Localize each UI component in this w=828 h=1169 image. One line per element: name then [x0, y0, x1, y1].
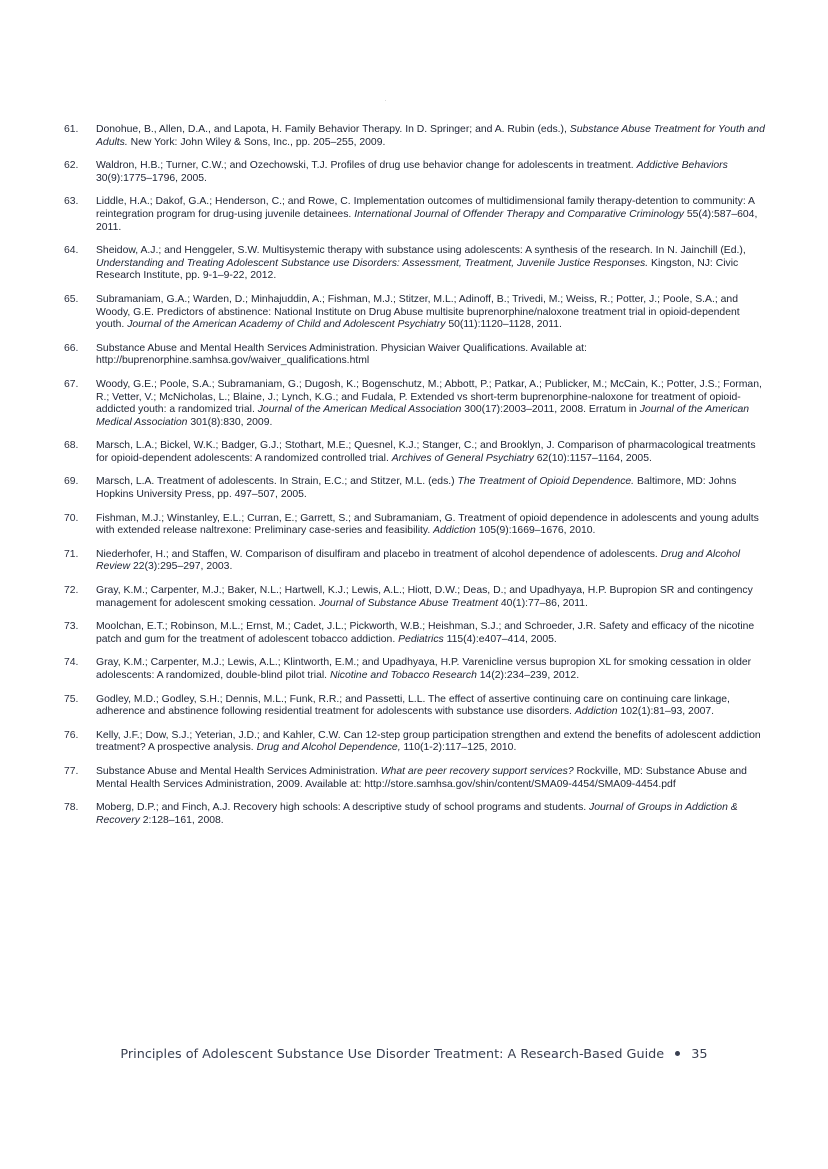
reference-source-title: Nicotine and Tobacco Research	[329, 670, 477, 681]
page-footer	[0, 1047, 828, 1063]
reference-item	[64, 694, 768, 719]
reference-segment: Kelly, J.F.; Dow, S.J.; Yeterian, J.D.; and Kahler, C.W. Can 12-step group participation strengthen and extend the benefits of adolescent addiction treatment? A prospective analysis.	[96, 729, 761, 754]
reference-segment: 102(1):81–93, 2007.	[617, 706, 715, 718]
reference-text	[96, 343, 768, 368]
reference-item	[64, 476, 768, 501]
reference-source-title: Drug and Alcohol Review	[96, 548, 741, 573]
reference-item	[64, 124, 768, 149]
reference-source-title: Drug and Alcohol Dependence,	[256, 742, 401, 754]
reference-segment: New York: John Wiley & Sons, Inc., pp. 205–255, 2009.	[127, 136, 386, 148]
reference-segment: 40(1):77–86, 2011.	[498, 597, 588, 609]
scan-mark	[385, 100, 386, 101]
reference-segment: Donohue, B., Allen, D.A., and Lapota, H. Family Behavior Therapy. In D. Springer; and A. Rubin (eds.),	[96, 124, 570, 135]
reference-segment: Niederhofer, H.; and Staffen, W. Comparison of disulfiram and placebo in treatment of alcohol dependence of adolescents.	[96, 548, 661, 560]
reference-segment: 300(17):2003–2011, 2008. Erratum in	[461, 404, 640, 416]
reference-item	[64, 343, 768, 368]
reference-item	[64, 245, 768, 283]
reference-text	[96, 802, 768, 827]
reference-number: 62.	[64, 160, 79, 172]
reference-segment: 110(1-2):117–125, 2010.	[400, 742, 517, 754]
reference-segment: Moberg, D.P.; and Finch, A.J. Recovery high schools: A descriptive study of school programs and students.	[96, 802, 590, 814]
reference-number: 65.	[64, 293, 79, 305]
reference-source-title: Journal of the American Medical Association	[257, 404, 462, 416]
footer-bullet	[675, 1051, 680, 1056]
reference-item	[64, 802, 768, 827]
reference-item	[64, 513, 768, 538]
reference-item	[64, 621, 768, 646]
reference-segment: Gray, K.M.; Carpenter, M.J.; Baker, N.L.; Hartwell, K.J.; Lewis, A.L.; Hiott, D.W.; Deas, D.; and Upadhyaya, H.P. Bupropion SR and contingency management for adolescent smoking cessation.	[96, 585, 753, 609]
reference-segment: Subramaniam, G.A.; Warden, D.; Minhajuddin, A.; Fishman, M.J.; Stitzer, M.L.; Adinoff, B.; Trivedi, M.; Weiss, R.; Potter, J.; Poole, S.A.; and Woody, G.E. Predictors of abstinence: National Institute on Drug Abuse multisite buprenorphine/naloxone treatment trial in opioid-dependent youth.	[96, 293, 740, 331]
reference-number: 71.	[64, 548, 79, 560]
reference-item	[64, 379, 768, 429]
reference-number: 75.	[64, 693, 79, 705]
reference-item	[64, 585, 768, 610]
reference-segment: Marsch, L.A.; Bickel, W.K.; Badger, G.J.; Stothart, M.E.; Quesnel, K.J.; Stanger, C.; and Brooklyn, J. Comparison of pharmacological treatments for opioid-dependent adolescents: A randomized controlled trial.	[96, 440, 756, 464]
reference-source-title: Understanding and Treating Adolescent Substance use Disorders: Assessment, Treatment, Juvenile Justice Responses.	[96, 257, 649, 269]
reference-number: 70.	[64, 512, 79, 524]
reference-segment: Waldron, H.B.; Turner, C.W.; and Ozechowski, T.J. Profiles of drug use behavior change for adolescents in treatment.	[96, 160, 637, 172]
reference-segment: Fishman, M.J.; Winstanley, E.L.; Curran, E.; Garrett, S.; and Subramaniam, G. Treatment of opioid dependence in adolescents and young adults with extended release naltrexone: Preliminary case-series and feasibility.	[96, 512, 759, 537]
reference-text	[96, 694, 768, 719]
reference-source-title: International Journal of Offender Therapy and Comparative Criminology	[354, 208, 684, 220]
reference-source-title: Addiction	[574, 706, 618, 718]
reference-source-title: What are peer recovery support services?	[380, 765, 574, 777]
reference-number: 73.	[64, 621, 79, 633]
reference-list	[64, 124, 768, 838]
reference-segment: Kingston, NJ: Civic Research Institute, pp. 9-1–9-22, 2012.	[96, 257, 739, 282]
footer-title: Principles of Adolescent Substance Use Disorder Treatment: A Research-Based Guide	[120, 1047, 665, 1062]
reference-item	[64, 766, 768, 791]
reference-segment: Substance Abuse and Mental Health Services Administration. Physician Waiver Qualifications. Available at: http://buprenorphine.samhsa.gov/waiver_qualifications.html	[96, 342, 587, 367]
reference-source-title: Addiction	[433, 525, 476, 537]
reference-source-title: Archives of General Psychiatry	[391, 452, 534, 464]
reference-source-title: Journal of the American Medical Association	[96, 404, 750, 428]
reference-text	[96, 585, 768, 610]
reference-item	[64, 657, 768, 682]
reference-segment: 105(9):1669–1676, 2010.	[475, 525, 596, 537]
reference-segment: 62(10):1157–1164, 2005.	[533, 452, 652, 464]
reference-segment: Godley, M.D.; Godley, S.H.; Dennis, M.L.; Funk, R.R.; and Passetti, L.L. The effect of assertive continuing care on continuing care linkage, adherence and abstinence following residential treatment for adolescents with substance use disorders.	[96, 693, 730, 718]
reference-number: 66.	[64, 342, 79, 354]
reference-source-title: The Treatment of Opioid Dependence.	[457, 476, 635, 488]
reference-text	[96, 549, 768, 574]
reference-item	[64, 196, 768, 234]
reference-segment: 2:128–161, 2008.	[139, 814, 224, 826]
reference-text	[96, 160, 768, 185]
reference-source-title: Journal of the American Academy of Child and Adolescent Psychiatry	[127, 319, 446, 331]
reference-segment: 115(4):e407–414, 2005.	[443, 633, 557, 645]
reference-segment: 30(9):1775–1796, 2005.	[96, 172, 207, 184]
reference-text	[96, 657, 768, 682]
reference-number: 77.	[64, 765, 79, 777]
reference-source-title: Journal of Substance Abuse Treatment	[318, 597, 499, 609]
reference-text	[96, 245, 768, 283]
reference-number: 76.	[64, 729, 79, 741]
reference-segment: Gray, K.M.; Carpenter, M.J.; Lewis, A.L.; Klintworth, E.M.; and Upadhyaya, H.P. Varenicline versus bupropion XL for smoking cessation in older adolescents: A randomized, double-blind pilot trial.	[96, 657, 752, 681]
reference-number: 78.	[64, 802, 79, 814]
reference-number: 63.	[64, 196, 79, 208]
reference-segment: Substance Abuse and Mental Health Services Administration.	[96, 765, 381, 777]
reference-source-title: Substance Abuse Treatment for Youth and Adults.	[96, 124, 765, 148]
reference-segment: 22(3):295–297, 2003.	[130, 561, 233, 573]
reference-segment: Baltimore, MD: Johns Hopkins University Press, pp. 497–507, 2005.	[96, 476, 737, 501]
reference-segment: 50(11):1120–1128, 2011.	[445, 319, 562, 331]
reference-number: 68.	[64, 440, 79, 452]
reference-segment: Moolchan, E.T.; Robinson, M.L.; Ernst, M.; Cadet, J.L.; Pickworth, W.B.; Heishman, S.J.; and Schroeder, J.R. Safety and efficacy of the nicotine patch and gum for the treatment of adolescent tobacco addiction.	[96, 621, 755, 645]
reference-segment: Marsch, L.A. Treatment of adolescents. In Strain, E.C.; and Stitzer, M.L. (eds.)	[96, 476, 458, 488]
reference-source-title: Pediatrics	[398, 633, 444, 645]
reference-item	[64, 730, 768, 755]
reference-segment: Sheidow, A.J.; and Henggeler, S.W. Multisystemic therapy with substance using adolescents: A synthesis of the research. In N. Jainchill (Ed.),	[96, 245, 746, 257]
reference-text	[96, 766, 768, 791]
page-number: 35	[691, 1047, 708, 1062]
reference-segment: 55(4):587–604, 2011.	[96, 208, 758, 233]
reference-number: 72.	[64, 585, 79, 597]
reference-text	[96, 440, 768, 465]
reference-number: 64.	[64, 245, 79, 257]
reference-item	[64, 440, 768, 465]
reference-segment: 14(2):234–239, 2012.	[476, 670, 580, 681]
reference-text	[96, 196, 768, 234]
reference-number: 67.	[64, 378, 79, 390]
reference-text	[96, 379, 768, 429]
reference-number: 69.	[64, 476, 79, 488]
reference-number: 61.	[64, 124, 79, 135]
reference-text	[96, 513, 768, 538]
reference-number: 74.	[64, 657, 79, 669]
reference-segment: Liddle, H.A.; Dakof, G.A.; Henderson, C.; and Rowe, C. Implementation outcomes of multidimensional family therapy-detention to community: A reintegration program for drug-using juvenile detainees.	[96, 196, 755, 220]
reference-item	[64, 294, 768, 332]
reference-text	[96, 124, 768, 149]
reference-segment: 301(8):830, 2009.	[187, 416, 273, 428]
reference-source-title: Addictive Behaviors	[636, 160, 728, 172]
reference-text	[96, 476, 768, 501]
reference-item	[64, 160, 768, 185]
reference-text	[96, 621, 768, 646]
reference-segment: Rockville, MD: Substance Abuse and Mental Health Services Administration, 2009. Available at: http://store.samhsa.gov/shin/content/SMA09-4454/SMA09-4454.pdf	[96, 765, 747, 790]
reference-item	[64, 549, 768, 574]
reference-text	[96, 730, 768, 755]
reference-segment: Woody, G.E.; Poole, S.A.; Subramaniam, G.; Dugosh, K.; Bogenschutz, M.; Abbott, P.; Patkar, A.; Publicker, M.; McCain, K.; Potter, J.S.; Forman, R.; Vetter, V.; McNicholas, L.; Blaine, J.; Lynch, K.G.; and Fudala, P. Extended vs short-term buprenorphine-naloxone for treatment of opioid-addicted youth: a randomized trial.	[96, 378, 762, 416]
reference-text	[96, 294, 768, 332]
reference-source-title: Journal of Groups in Addiction & Recovery	[96, 802, 738, 826]
